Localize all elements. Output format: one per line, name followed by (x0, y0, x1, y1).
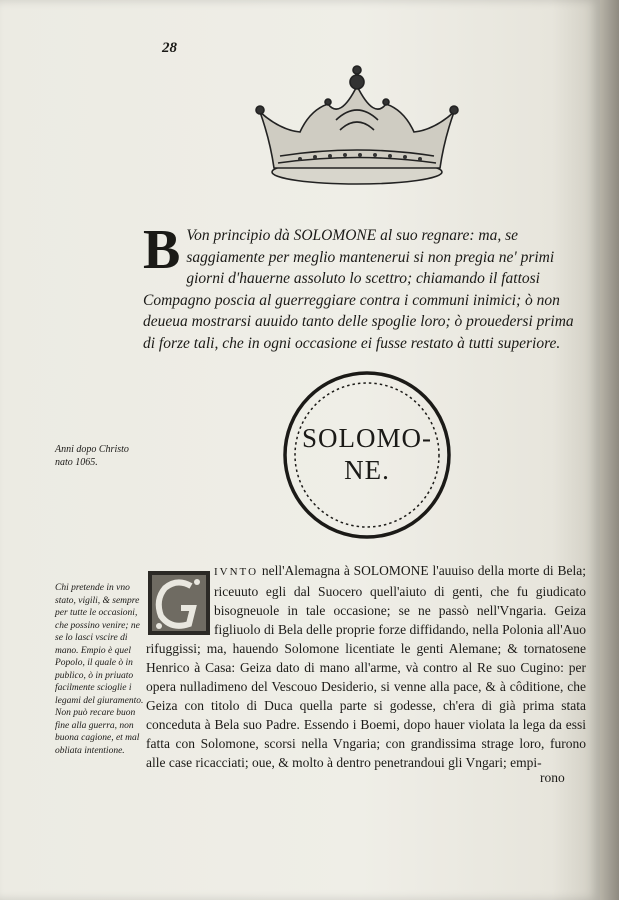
main-paragraph (143, 219, 583, 354)
second-paragraph-opening: IVNTO (214, 566, 259, 578)
medallion-line-1: SOLOMO- (301, 423, 432, 453)
drop-cap-b: B (143, 219, 181, 281)
second-paragraph-text: nell'Alemagna à SOLOMONE l'auuiso della morte di Bela; riceuuto egli dal Suocero quell'aiuto di genti, che fu giudicato bisogneuole in tale occasione; se ne passò nell'Vngaria. Geiza figliuolo di Bela delle proprie forze diffidando, nella Polonia all'Auo rifuggissi; ma, hauendo Solomone licentiate le genti Alemane; & tornatosene Henrico à Casa: Geiza dato di mano all'arme, và contro al Re suo Cugino: per opera nulladimeno del Vescouo Desiderio, si venne alla pace, & à côditione, che Geiza con titolo di Duca quella parte si godesse, ch'era di già prima stata conceduta à Bela suo Padre. Essendo i Boemi, dopo hauer violata la lega da essi fatta con Solomone, scorsi nella Vngaria; con grandissima strage loro, furono alle case ricacciati; oue, & molto à dentro penetrandoui gli Vngari; empi- (146, 563, 586, 770)
book-gutter (600, 0, 619, 900)
catchword: rono (540, 770, 565, 785)
medallion (282, 370, 452, 540)
initial-spacer (146, 561, 214, 633)
crown-ornament (240, 60, 475, 190)
page-number: 28 (162, 40, 177, 56)
medallion-label (282, 422, 452, 486)
main-paragraph-text: Von principio dà SOLOMONE al suo regnare: ma, se saggiamente per meglio mantenerui si non pregia ne' primi giorni d'hauerne assoluto lo scettro; chiamando il fattosi Compagno poscia al guerreggiare contra i communi inimici; ò non deueua mostrarsi auuido tanto delle spoglie loro; ò prouedersi prima di forze tali, che in ogni occasione ei fusse restato à tutti superiore. (143, 227, 574, 352)
medallion-line-2: NE. (344, 455, 390, 485)
margin-note-year: Anni dopo Christo nato 1065. (55, 444, 129, 468)
second-paragraph (146, 561, 586, 772)
margin-note-maxim: Chi pretende in vno stato, vigili, & sempre per tutte le occasioni, che possino venire; ne se lo lasci vscire di mano. Empio è quel Popolo, il quale ò in publico, ò in priuato facilmente scioglie i legami del giuramento. Non può recare buon fine alla guerra, non buona cagione, et mal obliata intentione. (55, 583, 144, 756)
